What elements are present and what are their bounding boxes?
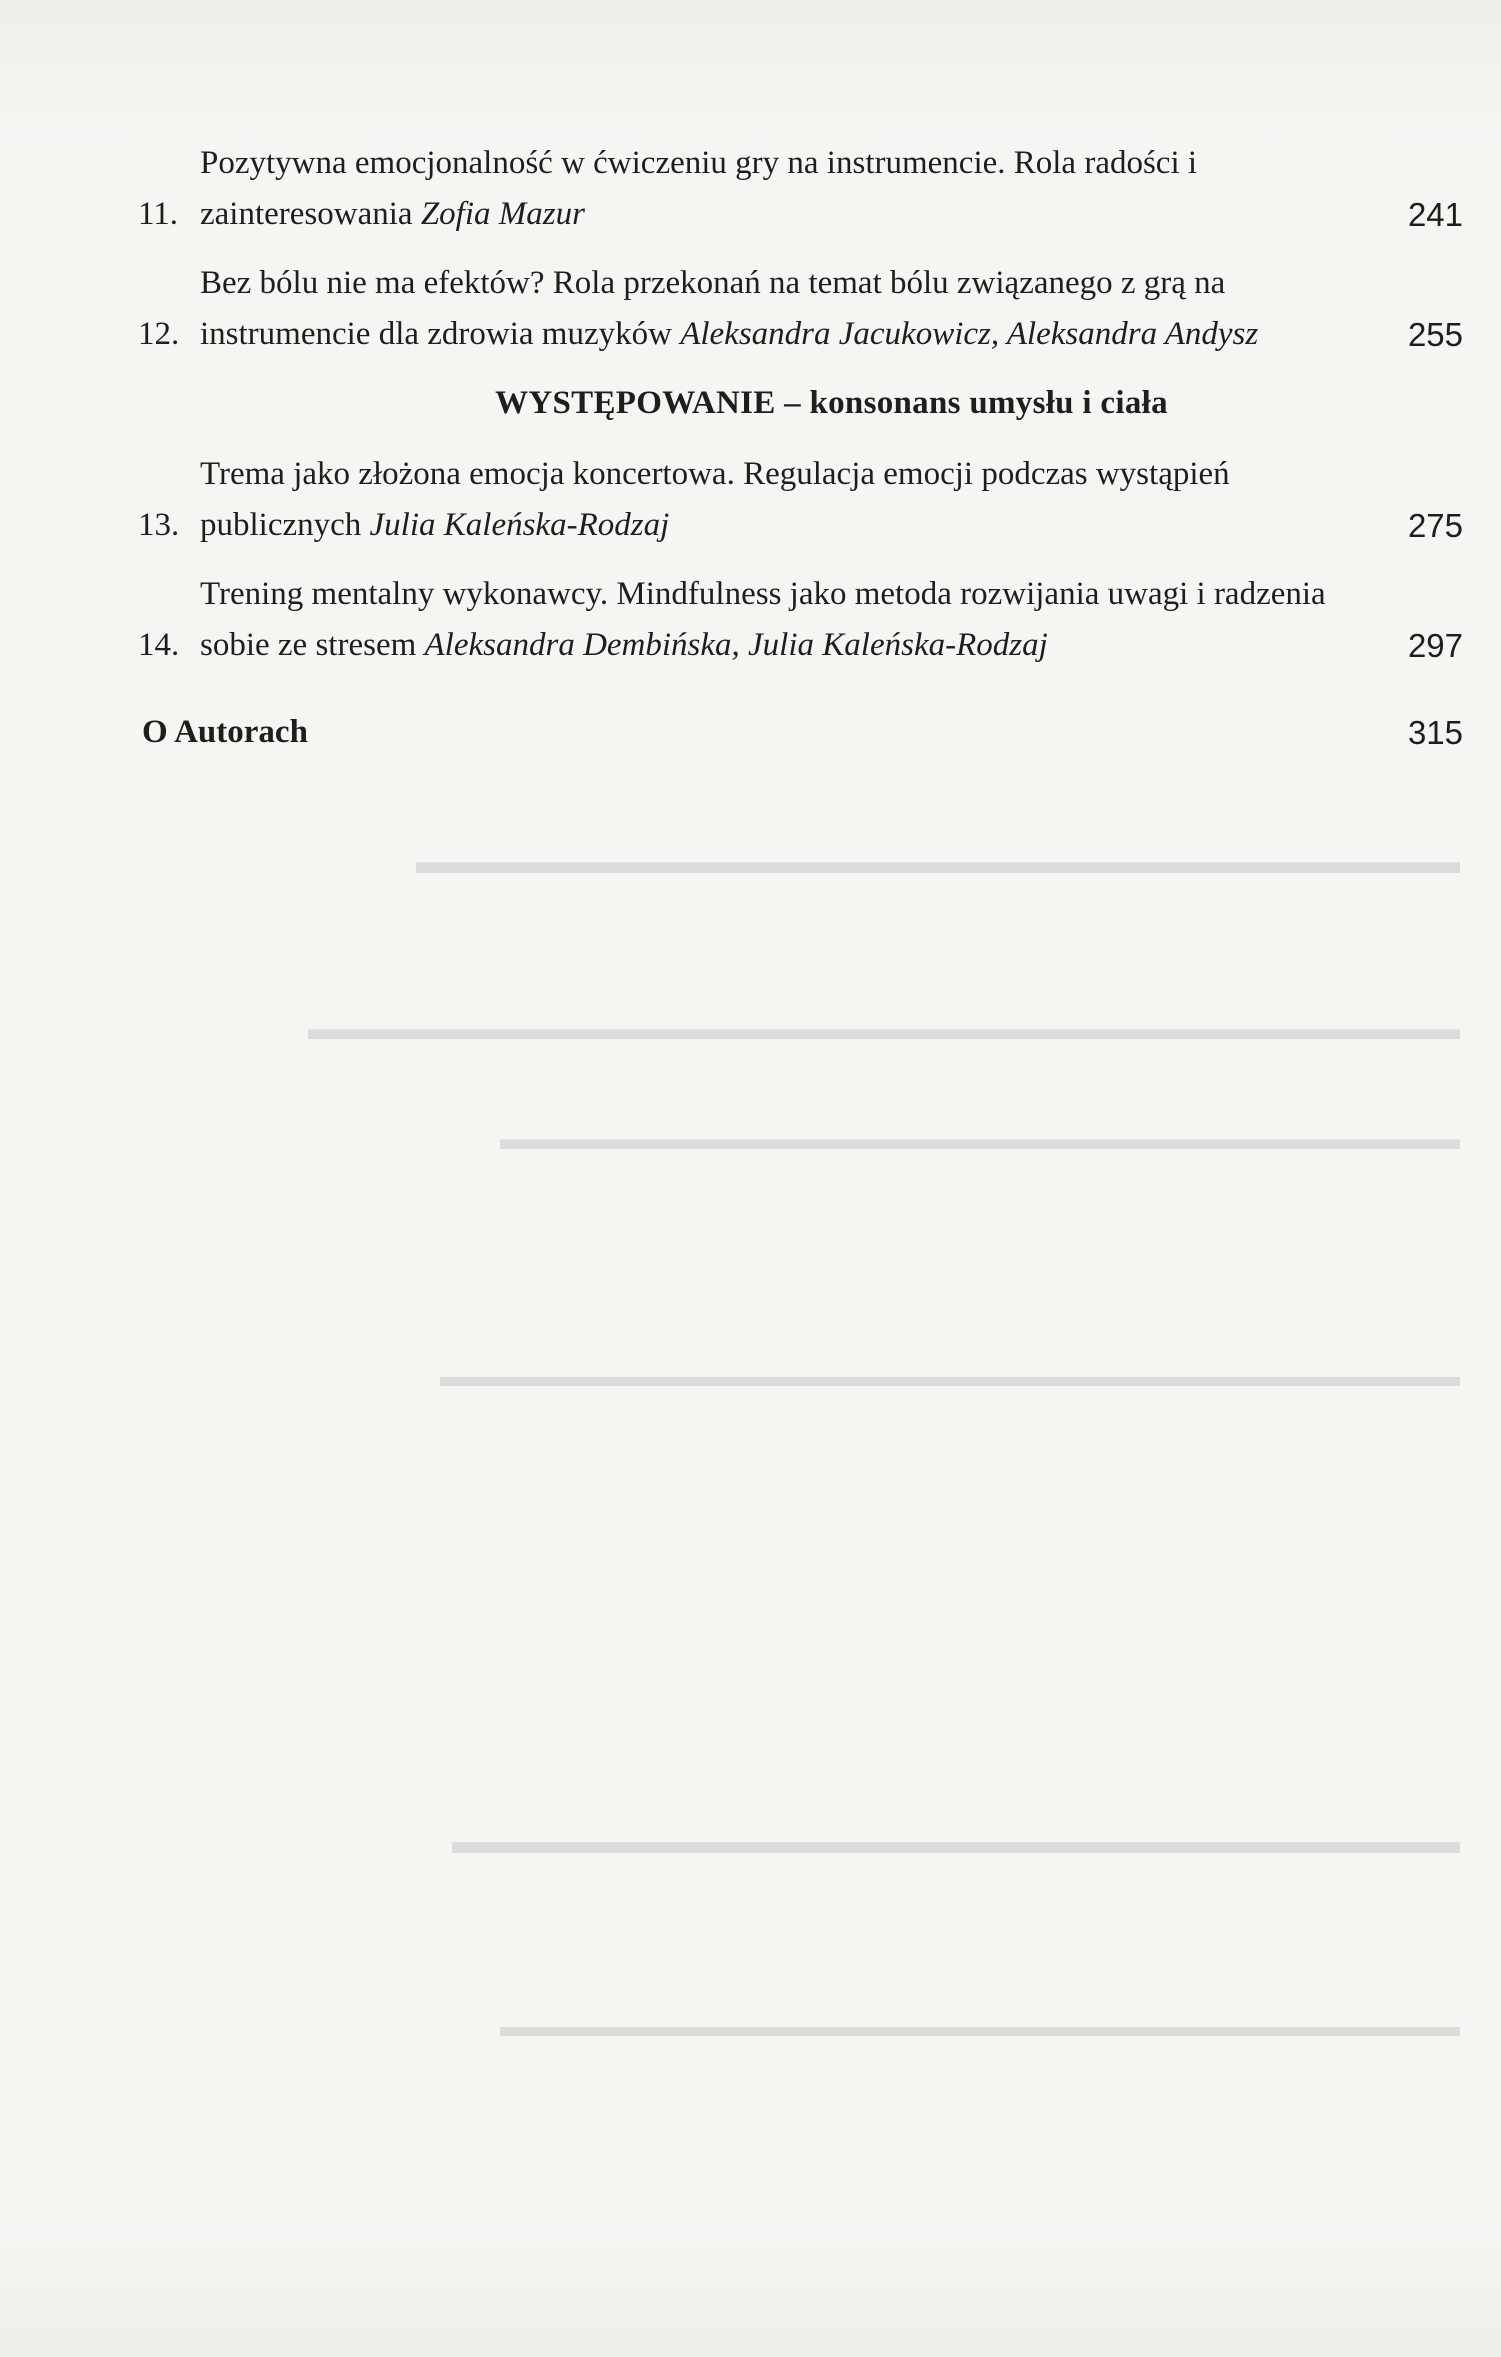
entry-author: Aleksandra Dembińska, Julia Kaleńska-Rodzaj — [424, 627, 1048, 663]
entry-number: 14. — [138, 627, 180, 663]
show-through-line: ▬▬▬▬▬▬▬▬▬▬▬▬▬▬▬▬▬▬▬▬▬▬▬▬▬▬▬▬▬▬▬▬▬▬▬▬ — [308, 1010, 1460, 1046]
entry-title: Bez bólu nie ma efektów? Rola przekonań na temat bólu związanego z grą na instrumencie dla zdrowia muzyków — [200, 265, 1226, 352]
entry-author: Zofia Mazur — [420, 196, 585, 232]
entry-page-number: 255 — [1407, 316, 1463, 353]
entry-title: Trema jako złożona emocja koncertowa. Regulacja emocji podczas wystąpień publicznych — [200, 456, 1230, 543]
entry-title: Trening mentalny wykonawcy. Mindfulness jako metoda rozwijania uwagi i radzenia sobie ze stresem — [200, 576, 1326, 663]
entry-page-number: 275 — [1407, 507, 1463, 544]
show-through-line: ▬▬▬▬▬▬▬▬▬▬▬▬▬▬▬▬▬▬▬▬▬▬▬▬▬▬▬▬▬▬ — [500, 1120, 1460, 1156]
show-through-line: ▬▬▬▬▬▬▬▬▬▬▬▬▬▬▬▬▬▬▬▬▬▬▬▬▬▬▬▬ — [452, 1821, 1460, 1861]
entry-author: Julia Kaleńska-Rodzaj — [369, 507, 670, 543]
entry-number: 11. — [138, 196, 179, 232]
toc-entry-11 — [138, 138, 1463, 240]
entry-body — [200, 258, 1373, 360]
entry-number: 13. — [138, 507, 180, 543]
show-through-line: ▬▬▬▬▬▬▬▬▬▬▬▬▬▬▬▬▬▬▬▬▬▬▬▬▬▬▬▬▬ — [416, 841, 1460, 881]
about-authors-label: O Autorach — [142, 714, 308, 750]
about-authors-page-number: 315 — [1407, 714, 1463, 751]
show-through-line: ▬▬▬▬▬▬▬▬▬▬▬▬▬▬▬▬▬▬▬▬▬▬▬▬▬▬▬▬▬▬▬▬ — [500, 2010, 1460, 2043]
entry-body — [200, 569, 1373, 671]
toc-entry-12 — [138, 258, 1463, 360]
section-heading: WYSTĘPOWANIE – konsonans umysłu i ciała — [495, 385, 1168, 421]
show-through-line: ▬▬▬▬▬▬▬▬▬▬▬▬▬▬▬▬▬▬▬▬▬▬▬▬▬▬▬▬▬▬▬▬▬▬ — [440, 1360, 1460, 1393]
toc-entry-14 — [138, 569, 1463, 671]
table-of-contents — [138, 138, 1463, 758]
entry-author: Aleksandra Jacukowicz, Aleksandra Andysz — [680, 316, 1259, 352]
entry-body — [200, 138, 1373, 240]
entry-body — [200, 449, 1373, 551]
entry-number: 12. — [138, 316, 180, 352]
toc-entry-13 — [138, 449, 1463, 551]
entry-title: Pozytywna emocjonalność w ćwiczeniu gry na instrumencie. Rola radości i zainteresowania — [200, 145, 1198, 232]
entry-page-number: 241 — [1407, 196, 1463, 233]
entry-page-number: 297 — [1407, 627, 1463, 664]
toc-entry-about-authors — [138, 707, 1463, 758]
